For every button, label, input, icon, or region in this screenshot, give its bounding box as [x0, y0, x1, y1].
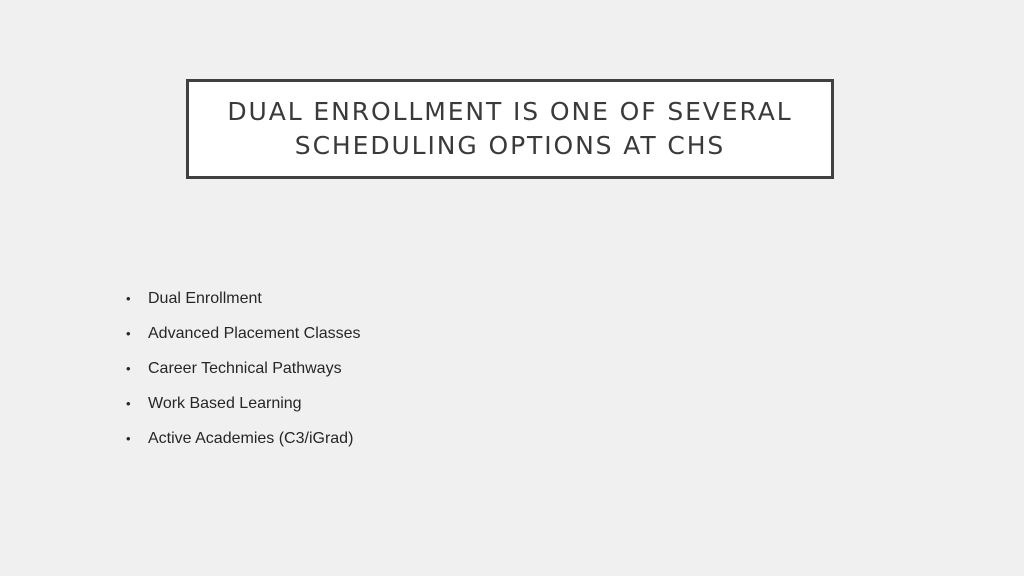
- bullet-list: [126, 281, 361, 456]
- bullet-text: Dual Enrollment: [148, 289, 262, 307]
- title-box: [186, 79, 834, 179]
- bullet-item-advanced-placement: [126, 316, 361, 351]
- bullet-dot-icon: •: [126, 361, 131, 376]
- bullet-item-dual-enrollment: [126, 281, 361, 316]
- bullet-text: Active Academies (C3/iGrad): [148, 429, 354, 447]
- title-line-2: SCHEDULING OPTIONS AT CHS: [294, 131, 726, 160]
- bullet-item-active-academies: [126, 421, 361, 456]
- bullet-item-career-technical: [126, 351, 361, 386]
- bullet-text: Advanced Placement Classes: [148, 324, 361, 342]
- bullet-item-work-based-learning: [126, 386, 361, 421]
- bullet-text: Career Technical Pathways: [148, 359, 342, 377]
- bullet-text: Work Based Learning: [148, 394, 302, 412]
- bullet-dot-icon: •: [126, 431, 131, 446]
- title-line-1: DUAL ENROLLMENT IS ONE OF SEVERAL: [227, 97, 793, 126]
- bullet-dot-icon: •: [126, 396, 131, 411]
- bullet-dot-icon: •: [126, 326, 131, 341]
- bullet-dot-icon: •: [126, 291, 131, 306]
